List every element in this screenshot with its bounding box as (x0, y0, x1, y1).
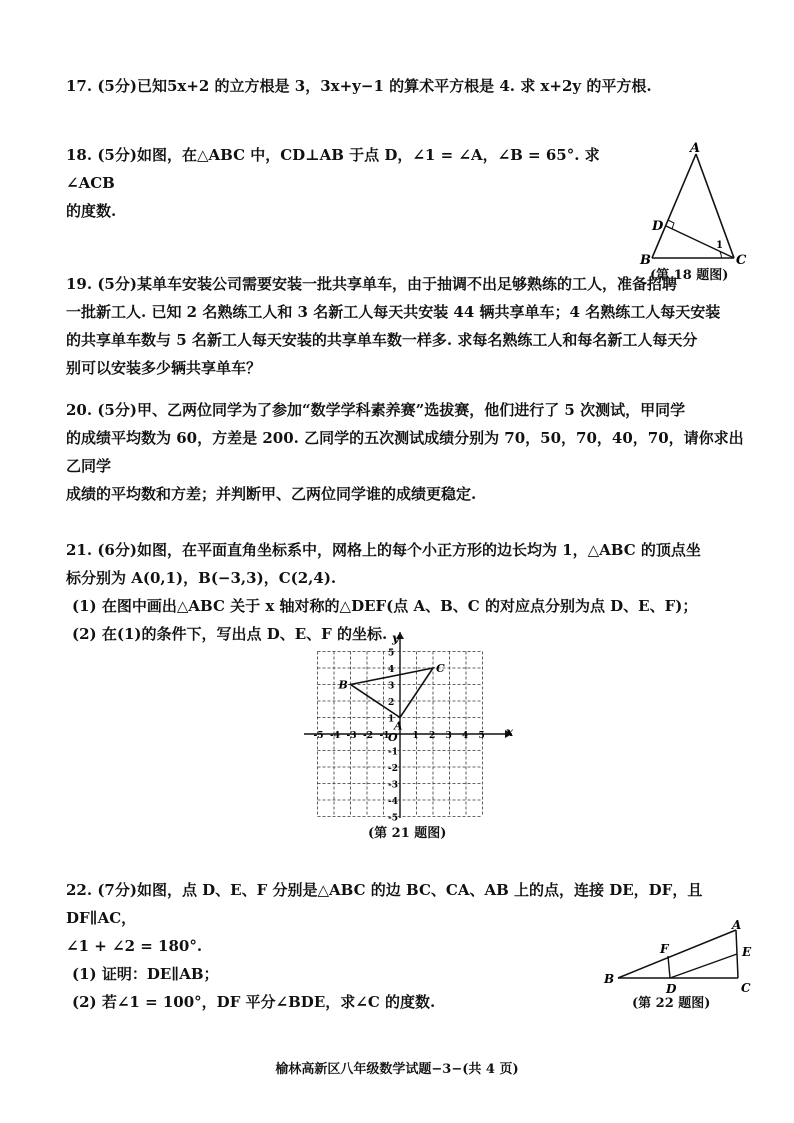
question-21-line-2: 标分别为 A(0,1)，B(−3,3)，C(2,4). (66, 569, 337, 587)
label-e: E (742, 945, 752, 959)
question-22-line-2: ∠1 + ∠2 = 180°. (66, 937, 203, 955)
label-c: C (741, 981, 751, 995)
label-a: A (394, 719, 403, 733)
figure-22 (598, 920, 768, 1000)
side-ab (652, 154, 696, 258)
label-c: C (736, 253, 747, 268)
y-tick-label: -3 (388, 780, 398, 791)
figure-18-caption: (第 18 题图) (650, 268, 729, 283)
question-18-line-2: 的度数. (66, 202, 117, 220)
question-19-line-1: 19. (5分)某单车安装公司需要安装一批共享单车，由于抽调不出足够熟练的工人，准备招聘 (66, 275, 677, 293)
question-22-line-1: 22. (7分)如图，点 D、E、F 分别是△ABC 的边 BC、CA、AB 上的点，连接 DE，DF，且 DF∥AC， (66, 881, 703, 927)
question-19-line-3: 的共享单车数与 5 名新工人每天安装的共享单车数一样多. 求每名熟练工人和每名新工人每天分 (66, 331, 698, 349)
question-17 (66, 72, 746, 100)
side-ba (618, 930, 736, 978)
question-22-part-2: (2) 若∠1 = 100°，DF 平分∠BDE，求∠C 的度数. (72, 993, 436, 1011)
x-axis-label: x (506, 725, 514, 739)
x-tick-label: -1 (379, 731, 390, 741)
y-tick-label: -1 (388, 747, 398, 758)
y-tick-label: -4 (388, 797, 398, 807)
x-tick-label: 4 (462, 731, 469, 741)
figure-18 (630, 140, 760, 268)
y-tick-label: 5 (388, 648, 395, 659)
question-21-part-2: (2) 在(1)的条件下，写出点 D、E、F 的坐标. (72, 625, 388, 643)
question-19-line-4: 别可以安装多少辆共享单车？ (66, 359, 262, 377)
label-angle-1: 1 (716, 240, 723, 251)
figure-21-caption: (第 21 题图) (368, 826, 447, 841)
x-tick-label: -2 (363, 731, 373, 741)
y-tick-label: -2 (388, 764, 398, 774)
question-21-line-1: 21. (6分)如图，在平面直角坐标系中，网格上的每个小正方形的边长均为 1，△ABC 的顶点坐 (66, 541, 701, 559)
label-d: D (652, 219, 664, 234)
label-b: B (604, 972, 615, 986)
y-tick-label: 3 (388, 681, 395, 692)
y-tick-label: 1 (388, 714, 395, 725)
figure-22-caption: (第 22 题图) (632, 996, 711, 1011)
x-tick-label: 1 (412, 731, 419, 741)
x-tick-label: -4 (330, 731, 340, 741)
label-b: B (640, 253, 651, 268)
angle-1-arc (720, 252, 721, 258)
page-footer: 榆林高新区八年级数学试题−3−(共 4 页) (275, 1062, 519, 1077)
question-18 (66, 141, 646, 225)
x-tick-label: -3 (346, 731, 357, 741)
label-a: A (732, 920, 742, 932)
question-20-line-2: 的成绩平均数为 60，方差是 200. 乙同学的五次测试成绩分别为 70，50，70，40，70，请你求出乙同学 (66, 429, 744, 475)
y-tick-label: 4 (388, 665, 395, 675)
y-tick-label: -5 (388, 813, 398, 824)
label-b: B (338, 678, 348, 692)
question-18-line-1: 18. (5分)如图，在△ABC 中，CD⊥AB 于点 D，∠1 = ∠A，∠B = 65°. 求∠ACB (66, 146, 600, 192)
question-20-line-3: 成绩的平均数和方差；并判断甲、乙两位同学谁的成绩更稳定. (66, 485, 477, 503)
question-21-part-1: (1) 在图中画出△ABC 关于 x 轴对称的△DEF(点 A、B、C 的对应点分别为点 D、E、F)； (72, 597, 698, 615)
question-22-part-1: (1) 证明：DE∥AB； (72, 965, 219, 983)
x-tick-label: -5 (313, 731, 324, 741)
y-tick-label: 2 (388, 698, 395, 708)
label-a: A (690, 141, 701, 156)
label-c: C (436, 662, 445, 675)
segment-df (668, 956, 670, 978)
question-19 (66, 270, 746, 382)
label-f: F (660, 942, 669, 956)
question-20 (66, 396, 746, 508)
label-d: D (666, 982, 677, 996)
x-tick-label: 5 (478, 731, 485, 741)
figure-21 (300, 628, 520, 824)
question-20-line-1: 20. (5分)甲、乙两位同学为了参加“数学学科素养赛”选拔赛，他们进行了 5 次测试，甲同学 (66, 401, 686, 419)
segment-de (670, 954, 737, 978)
x-tick-label: 3 (445, 731, 452, 741)
y-axis-label: y (392, 631, 399, 645)
question-19-line-2: 一批新工人. 已知 2 名熟练工人和 3 名新工人每天共安装 44 辆共享单车；4 名熟练工人每天安装 (66, 303, 721, 321)
x-tick-label: 2 (429, 731, 436, 741)
question-17-text: 17. (5分)已知5x+2 的立方根是 3，3x+y−1 的算术平方根是 4. 求 x+2y 的平方根. (66, 77, 652, 95)
origin-label: O (388, 731, 398, 744)
triangle-abc (351, 668, 434, 718)
